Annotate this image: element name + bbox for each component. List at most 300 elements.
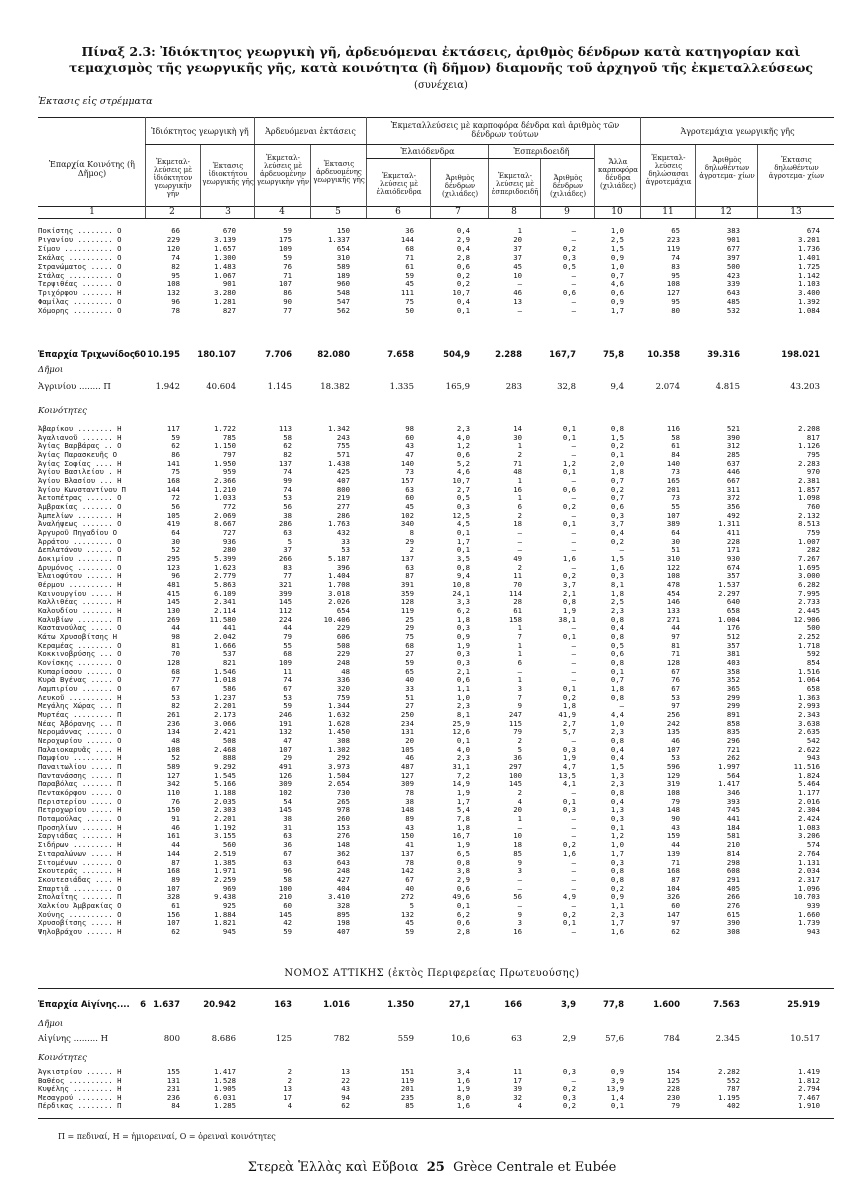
cell: 71	[671, 857, 680, 867]
cell: 247	[508, 710, 522, 720]
cell: —	[571, 831, 576, 841]
cell: 3.638	[798, 718, 820, 728]
cell: 2.288	[495, 350, 522, 360]
row-name: Ἁγίας Σοφίας .... Η	[38, 458, 122, 468]
cell: —	[571, 623, 576, 633]
cell: 76	[171, 796, 180, 806]
cell: 1	[517, 623, 522, 633]
cell: 246	[278, 710, 292, 720]
cell: 59	[405, 270, 414, 280]
row-name: Καινουργίου ..... Η	[38, 588, 122, 598]
cell: 365	[726, 684, 740, 694]
cell: 936	[222, 536, 236, 546]
cell: 901	[222, 279, 236, 289]
title-continued: (συνέχεια)	[414, 80, 468, 91]
cell: 10	[513, 270, 522, 280]
cell: 127	[400, 770, 414, 780]
cell: 115	[508, 718, 522, 728]
cell: 939	[806, 900, 820, 910]
header-group-owned: Ἰδιόκτητος γεωργικὴ γῆ	[151, 127, 249, 136]
cell: 9	[517, 909, 522, 919]
cell: 0,9	[610, 297, 624, 307]
cell: 3	[517, 918, 522, 928]
cell: 74	[171, 252, 180, 262]
row-name: Χρυσοβίτσης ..... Η	[38, 918, 122, 928]
cell: 74	[671, 252, 680, 262]
cell: 5	[409, 900, 414, 910]
cell: 14	[513, 424, 522, 433]
cell: 1.718	[798, 640, 820, 650]
cell: 2.733	[798, 597, 820, 607]
row-name: Ἁγίας Βαρβάρας .. Ο	[38, 441, 122, 451]
footer-right: Grèce Centrale et Eubée	[453, 1160, 617, 1175]
cell: 2	[517, 562, 522, 572]
cell: 5.399	[214, 554, 236, 564]
cell: 299	[726, 692, 740, 702]
row-name: Ἁγίου Βασιλείου . Η	[38, 467, 122, 477]
cell: 320	[336, 684, 350, 694]
cell: 2	[517, 788, 522, 798]
cell: 814	[726, 848, 740, 858]
cell: 1.335	[389, 382, 414, 392]
cell: 24,1	[452, 588, 470, 598]
cell: 2.381	[798, 476, 820, 486]
cell: 1,8	[456, 614, 470, 624]
cell: 586	[222, 684, 236, 694]
cell: 256	[666, 710, 680, 720]
cell: 67	[405, 874, 414, 884]
cell: 0,2	[562, 909, 576, 919]
cell: —	[619, 701, 624, 711]
cell: 1.942	[155, 382, 180, 392]
cell: 1.824	[798, 770, 820, 780]
cell: 1.404	[328, 571, 350, 581]
cell: 77	[283, 571, 292, 581]
cell: 107	[278, 744, 292, 754]
table-row	[0, 850, 864, 858]
cell: 20	[513, 805, 522, 815]
cell: —	[517, 306, 522, 316]
cell: 0,1	[456, 545, 470, 555]
cell: 59	[283, 701, 292, 711]
cell: 1,7	[456, 796, 470, 806]
row-name: Καλουδίου ....... Η	[38, 606, 122, 616]
cell: 399	[278, 588, 292, 598]
cell: 1.007	[798, 536, 820, 546]
header-c9: Ἀριθμὸς δένδρων (χιλιάδες)	[549, 174, 587, 198]
cell: 1.623	[214, 562, 236, 572]
cell: 89	[405, 814, 414, 824]
column-number: 1	[89, 207, 95, 217]
cell: 224	[278, 614, 292, 624]
cell: 0,1	[562, 632, 576, 642]
cell: 2,8	[456, 252, 470, 262]
cell: 1,3	[610, 770, 624, 780]
row-name: Ἀγαλιανοῦ ....... Η	[38, 432, 122, 442]
cell: 1,9	[456, 1084, 470, 1094]
row-name: Μυρτέας ......... Π	[38, 710, 122, 720]
cell: 80	[671, 306, 680, 316]
cell: 122	[666, 562, 680, 572]
cell: 100	[508, 770, 522, 780]
cell: 2.993	[798, 701, 820, 711]
cell: 311	[726, 484, 740, 494]
cell: 60	[405, 432, 414, 442]
cell: 1.660	[798, 909, 820, 919]
cell: 43.203	[790, 382, 820, 392]
cell: 1.195	[718, 1092, 740, 1102]
cell: 79	[671, 1101, 680, 1111]
cell: 308	[336, 736, 350, 746]
cell: 148	[400, 805, 414, 815]
cell: 299	[726, 701, 740, 711]
cell: 423	[726, 270, 740, 280]
cell: 1,7	[456, 536, 470, 546]
cell: 405	[726, 883, 740, 893]
row-name: Μεγάλης Χώρας ... Π	[38, 701, 122, 711]
table-row	[0, 893, 864, 901]
cell: 2,1	[562, 588, 576, 598]
cell: 68	[405, 640, 414, 650]
cell: 10.703	[793, 892, 820, 902]
cell: 1.083	[798, 822, 820, 832]
cell: 132	[278, 727, 292, 737]
cell: 3.201	[798, 234, 820, 244]
row-name: Μεσαγρού ........ Η	[38, 1092, 122, 1102]
cell: 265	[336, 796, 350, 806]
table-row	[0, 607, 864, 615]
row-name: Τερψιθέας ....... Ο	[38, 279, 122, 289]
cell: 286	[278, 519, 292, 529]
cell: 1.600	[653, 1000, 680, 1010]
cell: 2,3	[610, 606, 624, 616]
cell: 102	[278, 788, 292, 798]
cell: 312	[726, 441, 740, 451]
cell: 0,1	[562, 796, 576, 806]
cell: 446	[726, 467, 740, 477]
cell: 0,8	[610, 874, 624, 884]
cell: 2	[409, 545, 414, 555]
cell: 147	[666, 909, 680, 919]
cell: 1,6	[456, 1101, 470, 1111]
cell: 119	[400, 1075, 414, 1085]
header-c8: Ἐκμεταλ- λεύσεις μὲ ἑσπεριδοειδῆ	[491, 172, 539, 196]
cell: —	[571, 640, 576, 650]
header-c10: Ἄλλα καρποφόρα δένδρα (χιλιάδες)	[598, 158, 638, 190]
cell: 0,1	[562, 432, 576, 442]
cell: 61	[171, 900, 180, 910]
cell: —	[571, 883, 576, 893]
cell: 0,3	[456, 623, 470, 633]
cell: 63	[283, 831, 292, 841]
cell: 0,3	[610, 857, 624, 867]
cell: 148	[666, 805, 680, 815]
cell: 1,2	[456, 441, 470, 451]
cell: 27	[405, 701, 414, 711]
cell: 0,1	[456, 736, 470, 746]
cell: 59	[283, 252, 292, 262]
row-name: Κυψέλης ......... Η	[38, 1084, 122, 1094]
cell: 0,9	[610, 1067, 624, 1076]
cell: 1.150	[214, 441, 236, 451]
cell: 2,5	[610, 597, 624, 607]
row-name: Ποταμούλας ...... Ο	[38, 814, 122, 824]
cell: 432	[336, 528, 350, 538]
cell: 2	[517, 510, 522, 520]
cell: 10,7	[452, 288, 470, 298]
cell: 52	[171, 545, 180, 555]
cell: 7.706	[265, 350, 292, 360]
cell: 2,8	[456, 926, 470, 936]
cell: 10,7	[452, 476, 470, 486]
cell: 18	[513, 840, 522, 850]
cell: 10.517	[790, 1034, 820, 1044]
cell: 277	[336, 502, 350, 512]
table-row	[0, 581, 864, 589]
header-c12: Ἀριθμὸς δηλωθέντων ἀγροτεμα- χίων	[699, 156, 755, 180]
cell: 1,0	[610, 261, 624, 271]
column-number: 13	[790, 207, 802, 217]
cell: 82	[171, 701, 180, 711]
cell: 596	[666, 762, 680, 772]
cell: 552	[726, 1075, 740, 1085]
cell: 4,0	[456, 744, 470, 754]
cell: 372	[726, 493, 740, 503]
cell: 262	[726, 753, 740, 763]
cell: 11	[513, 1067, 522, 1076]
cell: 44	[671, 840, 680, 850]
cell: 589	[336, 261, 350, 271]
row-name: Ἀμβρακίας ....... Ο	[38, 502, 122, 512]
cell: 1.350	[387, 1000, 414, 1010]
row-name: Ἀγρινίου ........ Π	[38, 382, 111, 392]
row-name: Κυρὰ Βγένας ..... Ο	[38, 675, 122, 685]
cell: 0,3	[456, 658, 470, 668]
cell: 266	[278, 554, 292, 564]
table-row	[0, 1068, 864, 1076]
cell: 107	[166, 883, 180, 893]
cell: 150	[336, 226, 350, 235]
cell: 891	[726, 710, 740, 720]
cell: 30	[671, 536, 680, 546]
cell: 128	[400, 597, 414, 607]
cell: 63	[405, 562, 414, 572]
cell: 491	[278, 762, 292, 772]
cell: 6	[517, 502, 522, 512]
cell: 835	[726, 727, 740, 737]
cell: 67	[671, 684, 680, 694]
cell: —	[571, 822, 576, 832]
cell: 1.438	[328, 458, 350, 468]
cell: 2	[517, 736, 522, 746]
cell: 125	[275, 1034, 292, 1044]
cell: 9.292	[214, 762, 236, 772]
cell: 105	[166, 510, 180, 520]
cell: 817	[806, 432, 820, 442]
cell: 50	[405, 306, 414, 316]
cell: 65	[405, 666, 414, 676]
cell: 43	[341, 1084, 350, 1094]
cell: 1	[517, 675, 522, 685]
cell: 2,3	[610, 909, 624, 919]
cell: 144	[166, 848, 180, 858]
row-name: Τριχόρφου ....... Η	[38, 288, 122, 298]
cell: 201	[666, 484, 680, 494]
cell: 37	[513, 252, 522, 262]
cell: 402	[726, 1101, 740, 1111]
cell: 643	[726, 288, 740, 298]
cell: 0,8	[610, 692, 624, 702]
cell: 328	[336, 900, 350, 910]
cell: 390	[726, 918, 740, 928]
cell: 45	[405, 918, 414, 928]
cell: 17	[513, 1075, 522, 1085]
cell: 3.206	[798, 831, 820, 841]
cell: 2.069	[214, 510, 236, 520]
cell: 48	[513, 467, 522, 477]
row-name: Παντανάσσης ..... Π	[38, 770, 122, 780]
header-group-citrus: Ἑσπεριδοειδῆ	[513, 147, 570, 156]
cell: 3,8	[456, 866, 470, 876]
cell: 309	[278, 779, 292, 789]
cell: 1.516	[798, 666, 820, 676]
cell: 62	[283, 441, 292, 451]
cell: 130	[166, 606, 180, 616]
cell: 0,9	[456, 632, 470, 642]
cell: —	[571, 450, 576, 459]
cell: 1.064	[798, 675, 820, 685]
cell: 229	[336, 623, 350, 633]
cell: 6,2	[456, 606, 470, 616]
cell: 760	[806, 502, 820, 512]
table-row	[0, 876, 864, 884]
cell: —	[571, 857, 576, 867]
cell: 1	[517, 493, 522, 503]
cell: 1,5	[610, 243, 624, 253]
cell: 1,6	[562, 848, 576, 858]
cell: 487	[400, 762, 414, 772]
cell: 4,0	[456, 432, 470, 442]
cell: 1.537	[718, 580, 740, 590]
cell: 0,1	[562, 424, 576, 433]
cell: 1,6	[562, 554, 576, 564]
cell: 56	[513, 892, 522, 902]
table-row	[0, 245, 864, 253]
cell: —	[517, 545, 522, 555]
cell: 800	[163, 1034, 180, 1044]
cell: 0,2	[562, 1084, 576, 1094]
cell: 759	[806, 528, 820, 538]
cell: 91	[171, 814, 180, 824]
cell: 5.166	[214, 779, 236, 789]
cell: 1.145	[267, 382, 292, 392]
cell: 658	[726, 606, 740, 616]
cell: 608	[726, 866, 740, 876]
cell: 68	[405, 243, 414, 253]
cell: 2.132	[798, 510, 820, 520]
cell: 4	[517, 796, 522, 806]
cell: 1	[517, 476, 522, 486]
row-name: Παναιτωλίου ..... Π	[38, 762, 122, 772]
cell: 59	[283, 926, 292, 936]
cell: 0,1	[610, 666, 624, 676]
cell: 87	[671, 874, 680, 884]
cell: 77	[171, 675, 180, 685]
cell: 107	[666, 744, 680, 754]
cell: 55	[671, 502, 680, 512]
cell: 64	[671, 528, 680, 538]
page-number: 25	[426, 1160, 445, 1175]
cell: 53	[671, 692, 680, 702]
cell: 168	[166, 476, 180, 486]
cell: 51	[405, 692, 414, 702]
cell: 114	[508, 588, 522, 598]
cell: 40	[405, 675, 414, 685]
cell: 156	[166, 909, 180, 919]
cell: 55	[283, 640, 292, 650]
cell: 1,9	[562, 753, 576, 763]
cell: 1.344	[328, 701, 350, 711]
cell: 29	[405, 536, 414, 546]
cell: 310	[666, 554, 680, 564]
cell: 4,7	[562, 762, 576, 772]
cell: 158	[508, 614, 522, 624]
cell: 132	[166, 288, 180, 298]
cell: 54	[283, 796, 292, 806]
cell: 309	[400, 779, 414, 789]
cell: 2.345	[715, 1034, 740, 1044]
cell: 441	[222, 623, 236, 633]
cell: 33	[341, 536, 350, 546]
cell: 0,7	[610, 675, 624, 685]
cell: 2.034	[798, 866, 820, 876]
cell: 13	[341, 1067, 350, 1076]
cell: 1.084	[798, 306, 820, 316]
cell: 13	[513, 297, 522, 307]
cell: 10	[513, 831, 522, 841]
row-name: Ἁγίου Βλασίου ... Η	[38, 476, 122, 486]
cell: 243	[336, 432, 350, 442]
cell: 0,1	[456, 900, 470, 910]
cell: 77,8	[603, 1000, 624, 1010]
cell: 1.708	[328, 580, 350, 590]
cell: 134	[166, 727, 180, 737]
cell: 10,6	[451, 1034, 470, 1044]
cell: 8,0	[456, 1092, 470, 1102]
cell: 0,8	[562, 597, 576, 607]
cell: 235	[400, 1092, 414, 1102]
cell: 674	[726, 562, 740, 572]
cell: 2.424	[798, 814, 820, 824]
row-name: Σπολαΐτης ....... Π	[38, 892, 122, 902]
cell: 667	[726, 476, 740, 486]
cell: 198	[336, 918, 350, 928]
cell: 57,6	[605, 1034, 624, 1044]
cell: 145	[166, 597, 180, 607]
cell: 48	[341, 666, 350, 676]
cell: 1,4	[610, 1092, 624, 1102]
row-name: Πετροχωρίου ..... Η	[38, 805, 122, 815]
cell: 36	[283, 840, 292, 850]
cell: 787	[726, 1084, 740, 1094]
row-name: Καστανούλας ..... Ο	[38, 623, 122, 633]
cell: 508	[222, 736, 236, 746]
cell: 59	[283, 226, 292, 235]
cell: 0,9	[610, 892, 624, 902]
cell: 12,6	[452, 727, 470, 737]
cell: 1	[517, 640, 522, 650]
table-row	[0, 1085, 864, 1093]
